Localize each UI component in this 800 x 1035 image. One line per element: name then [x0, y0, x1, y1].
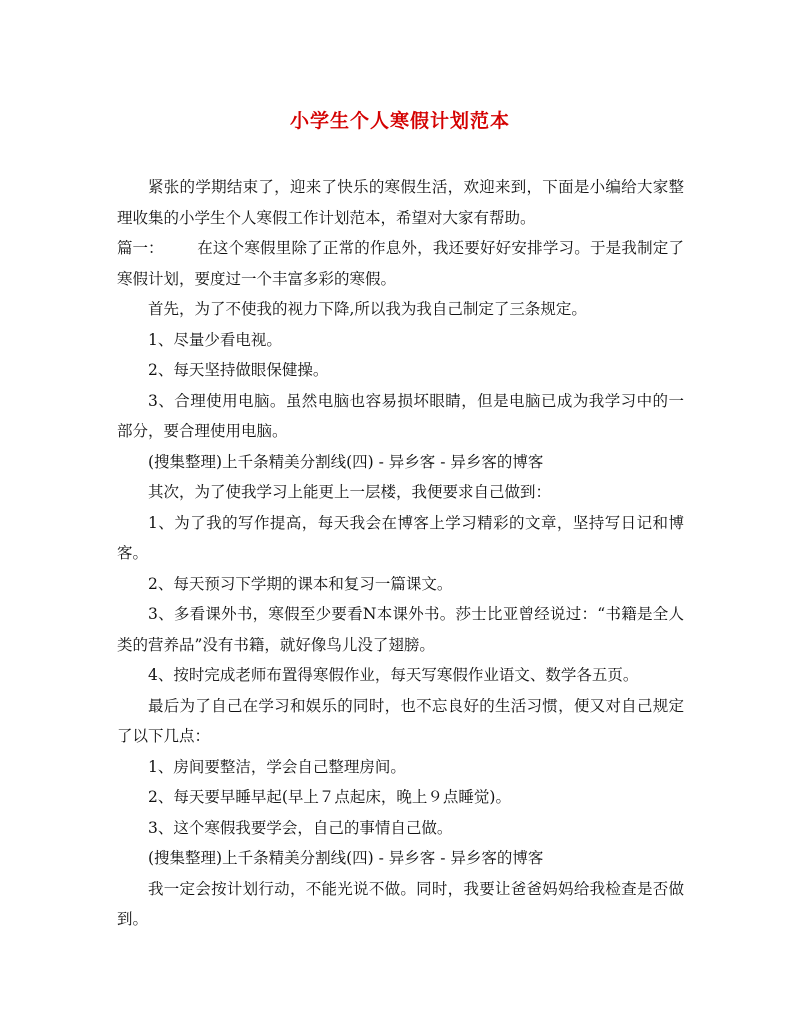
list-item: 1、为了我的写作提高，每天我会在博客上学习精彩的文章，坚持写日记和博客。	[117, 513, 684, 562]
section-label: 篇一：	[117, 239, 164, 257]
list-item: 3、多看课外书，寒假至少要看N本课外书。莎士比亚曾经说过：“书籍是全人类的营养品”没有书籍，就好像鸟儿没了翅膀。	[117, 605, 684, 654]
list-item: 3、这个寒假我要学会，自己的事情自己做。	[148, 818, 453, 837]
separator-caption: (搜集整理)上千条精美分割线(四) - 异乡客 - 异乡客的博客	[148, 452, 544, 471]
list-item: 3、合理使用电脑。虽然电脑也容易损坏眼睛，但是电脑已成为我学习中的一部分，要合理使用电脑。	[117, 391, 684, 440]
section-one-paragraph	[117, 233, 684, 294]
list-item: 2、每天预习下学期的课本和复习一篇课文。	[148, 574, 453, 593]
closing-paragraph: 我一定会按计划行动，不能光说不做。同时，我要让爸爸妈妈给我检查是否做到。	[117, 879, 684, 928]
list-item: 2、每天要早睡早起(早上７点起床，晚上９点睡觉)。	[148, 788, 511, 806]
document-title: 小学生个人寒假计划范本	[289, 110, 510, 132]
section-first-text: 在这个寒假里除了正常的作息外，我还要好好安排学习。于是我制定了寒假计划，要度过一个丰富多彩的寒假。	[117, 239, 684, 288]
list-item: 2、每天坚持做眼保健操。	[148, 361, 329, 379]
paragraph-life-rules: 最后为了自己在学习和娱乐的同时，也不忘良好的生活习惯，便又对自己规定了以下几点：	[117, 696, 684, 745]
document-body	[117, 172, 684, 935]
paragraph-vision-rules: 首先，为了不使我的视力下降,所以我为我自己制定了三条规定。	[148, 300, 587, 318]
separator-caption: (搜集整理)上千条精美分割线(四) - 异乡客 - 异乡客的博客	[148, 849, 544, 867]
list-item: 4、按时完成老师布置得寒假作业，每天写寒假作业语文、数学各五页。	[148, 666, 639, 684]
list-item: 1、尽量少看电视。	[148, 330, 282, 349]
paragraph-study-rules: 其次，为了使我学习上能更上一层楼，我便要求自己做到：	[148, 483, 552, 501]
list-item: 1、房间要整洁，学会自己整理房间。	[148, 757, 406, 776]
intro-paragraph: 紧张的学期结束了，迎来了快乐的寒假生活，欢迎来到，下面是小编给大家整理收集的小学生个人寒假工作计划范本，希望对大家有帮助。	[117, 178, 684, 227]
